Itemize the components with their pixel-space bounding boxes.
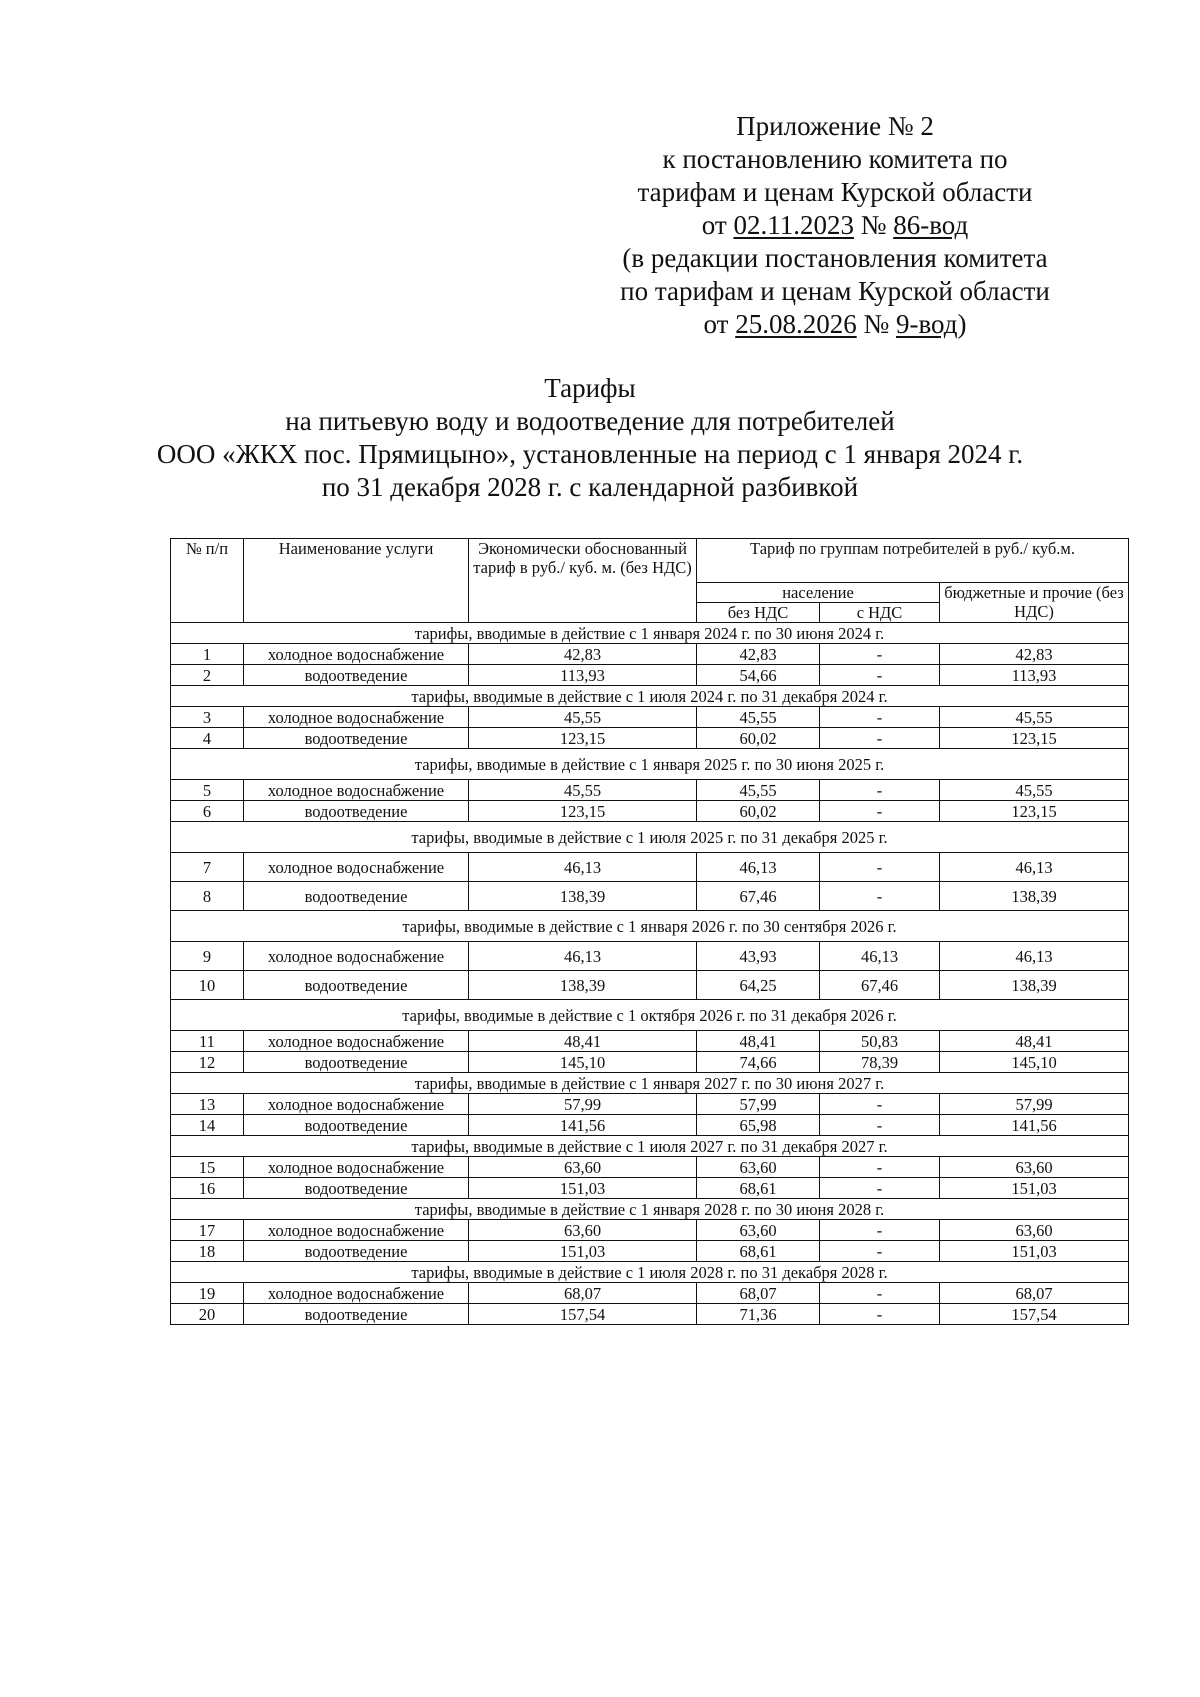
budget-tariff-cell: 123,15 (940, 801, 1129, 822)
population-no-vat-cell: 65,98 (697, 1115, 820, 1136)
budget-tariff-cell: 138,39 (940, 971, 1129, 1000)
tariff-table (170, 538, 1129, 1325)
economic-tariff-cell: 63,60 (469, 1220, 697, 1241)
economic-tariff-cell: 57,99 (469, 1094, 697, 1115)
appendix-date: 02.11.2023 (733, 210, 854, 240)
economic-tariff-cell: 138,39 (469, 882, 697, 911)
row-number: 7 (171, 853, 244, 882)
population-no-vat-cell: 64,25 (697, 971, 820, 1000)
population-no-vat-cell: 42,83 (697, 644, 820, 665)
appendix-header (560, 110, 1110, 341)
population-no-vat-cell: 46,13 (697, 853, 820, 882)
tariff-row (171, 1157, 1129, 1178)
service-name: холодное водоснабжение (244, 707, 469, 728)
tariff-row (171, 1241, 1129, 1262)
row-number: 15 (171, 1157, 244, 1178)
tariff-row (171, 1031, 1129, 1052)
service-name: водоотведение (244, 1241, 469, 1262)
header-with-vat: с НДС (820, 603, 940, 623)
row-number: 12 (171, 1052, 244, 1073)
population-no-vat-cell: 43,93 (697, 942, 820, 971)
revision-date-prefix: от (703, 309, 736, 339)
header-num: № п/п (171, 539, 244, 623)
service-name: водоотведение (244, 728, 469, 749)
period-label: тарифы, вводимые в действие с 1 октября 2026 г. по 31 декабря 2026 г. (171, 1000, 1129, 1031)
appendix-date-prefix: от (701, 210, 734, 240)
tariff-row (171, 882, 1129, 911)
tariff-table-body (171, 623, 1129, 1325)
period-row (171, 623, 1129, 644)
economic-tariff-cell: 46,13 (469, 853, 697, 882)
service-name: холодное водоснабжение (244, 1283, 469, 1304)
population-no-vat-cell: 48,41 (697, 1031, 820, 1052)
row-number: 6 (171, 801, 244, 822)
population-no-vat-cell: 45,55 (697, 707, 820, 728)
service-name: холодное водоснабжение (244, 942, 469, 971)
population-with-vat-cell: 78,39 (820, 1052, 940, 1073)
population-with-vat-cell: - (820, 1241, 940, 1262)
appendix-line-2: к постановлению комитета по (662, 144, 1008, 174)
row-number: 10 (171, 971, 244, 1000)
service-name: водоотведение (244, 882, 469, 911)
service-name: водоотведение (244, 1304, 469, 1325)
revision-number: 9-вод (895, 309, 958, 339)
budget-tariff-cell: 45,55 (940, 780, 1129, 801)
population-with-vat-cell: - (820, 707, 940, 728)
period-row (171, 686, 1129, 707)
budget-tariff-cell: 145,10 (940, 1052, 1129, 1073)
appendix-number-sign: № (853, 210, 894, 240)
row-number: 5 (171, 780, 244, 801)
period-label: тарифы, вводимые в действие с 1 января 2026 г. по 30 сентября 2026 г. (171, 911, 1129, 942)
row-number: 11 (171, 1031, 244, 1052)
budget-tariff-cell: 138,39 (940, 882, 1129, 911)
economic-tariff-cell: 113,93 (469, 665, 697, 686)
population-with-vat-cell: - (820, 801, 940, 822)
header-service: Наименование услуги (244, 539, 469, 623)
tariff-row (171, 728, 1129, 749)
population-with-vat-cell: - (820, 882, 940, 911)
service-name: водоотведение (244, 801, 469, 822)
economic-tariff-cell: 157,54 (469, 1304, 697, 1325)
population-with-vat-cell: - (820, 780, 940, 801)
header-no-vat: без НДС (697, 603, 820, 623)
appendix-line-7 (560, 308, 1110, 341)
row-number: 9 (171, 942, 244, 971)
appendix-line-6: по тарифам и ценам Курской области (620, 276, 1050, 306)
row-number: 3 (171, 707, 244, 728)
economic-tariff-cell: 151,03 (469, 1241, 697, 1262)
population-with-vat-cell: - (820, 728, 940, 749)
population-with-vat-cell: - (820, 665, 940, 686)
population-no-vat-cell: 57,99 (697, 1094, 820, 1115)
header-economic-tariff: Экономически обоснованный тариф в руб./ куб. м. (без НДС) (469, 539, 697, 623)
tariff-row (171, 1094, 1129, 1115)
revision-date: 25.08.2026 (735, 309, 857, 339)
title-line-4: по 31 декабря 2028 г. с календарной разбивкой (321, 472, 859, 502)
economic-tariff-cell: 138,39 (469, 971, 697, 1000)
header-consumer-groups: Тариф по группам потребителей в руб./ куб.м. (697, 539, 1129, 583)
period-row (171, 1000, 1129, 1031)
budget-tariff-cell: 57,99 (940, 1094, 1129, 1115)
period-row (171, 1073, 1129, 1094)
budget-tariff-cell: 45,55 (940, 707, 1129, 728)
tariff-row (171, 1115, 1129, 1136)
period-label: тарифы, вводимые в действие с 1 июля 2024 г. по 31 декабря 2024 г. (171, 686, 1129, 707)
population-with-vat-cell: 46,13 (820, 942, 940, 971)
economic-tariff-cell: 123,15 (469, 801, 697, 822)
budget-tariff-cell: 63,60 (940, 1220, 1129, 1241)
period-label: тарифы, вводимые в действие с 1 июля 2028 г. по 31 декабря 2028 г. (171, 1262, 1129, 1283)
tariff-row (171, 942, 1129, 971)
budget-tariff-cell: 46,13 (940, 853, 1129, 882)
tariff-row (171, 707, 1129, 728)
population-no-vat-cell: 63,60 (697, 1157, 820, 1178)
population-with-vat-cell: 67,46 (820, 971, 940, 1000)
row-number: 4 (171, 728, 244, 749)
row-number: 13 (171, 1094, 244, 1115)
population-no-vat-cell: 45,55 (697, 780, 820, 801)
economic-tariff-cell: 151,03 (469, 1178, 697, 1199)
period-label: тарифы, вводимые в действие с 1 января 2028 г. по 30 июня 2028 г. (171, 1199, 1129, 1220)
appendix-number: 86-вод (893, 210, 969, 240)
appendix-line-1: Приложение № 2 (736, 111, 934, 141)
row-number: 17 (171, 1220, 244, 1241)
economic-tariff-cell: 123,15 (469, 728, 697, 749)
period-label: тарифы, вводимые в действие с 1 января 2027 г. по 30 июня 2027 г. (171, 1073, 1129, 1094)
tariff-row (171, 1304, 1129, 1325)
tariff-row (171, 1220, 1129, 1241)
service-name: водоотведение (244, 971, 469, 1000)
tariff-row (171, 780, 1129, 801)
economic-tariff-cell: 48,41 (469, 1031, 697, 1052)
population-with-vat-cell: - (820, 1094, 940, 1115)
population-with-vat-cell: - (820, 1178, 940, 1199)
title-line-1: Тарифы (544, 373, 636, 403)
population-with-vat-cell: - (820, 853, 940, 882)
service-name: холодное водоснабжение (244, 1157, 469, 1178)
budget-tariff-cell: 63,60 (940, 1157, 1129, 1178)
row-number: 20 (171, 1304, 244, 1325)
tariff-row (171, 1052, 1129, 1073)
population-with-vat-cell: - (820, 644, 940, 665)
header-population: население (697, 583, 940, 603)
title-line-3: ООО «ЖКХ пос. Прямицыно», установленные на период с 1 января 2024 г. (156, 439, 1024, 469)
service-name: холодное водоснабжение (244, 1220, 469, 1241)
population-no-vat-cell: 54,66 (697, 665, 820, 686)
row-number: 2 (171, 665, 244, 686)
budget-tariff-cell: 141,56 (940, 1115, 1129, 1136)
economic-tariff-cell: 46,13 (469, 942, 697, 971)
tariff-row (171, 1178, 1129, 1199)
budget-tariff-cell: 157,54 (940, 1304, 1129, 1325)
population-with-vat-cell: 50,83 (820, 1031, 940, 1052)
row-number: 14 (171, 1115, 244, 1136)
period-label: тарифы, вводимые в действие с 1 января 2025 г. по 30 июня 2025 г. (171, 749, 1129, 780)
revision-number-sign: № (856, 309, 896, 339)
population-with-vat-cell: - (820, 1283, 940, 1304)
period-label: тарифы, вводимые в действие с 1 января 2024 г. по 30 июня 2024 г. (171, 623, 1129, 644)
population-with-vat-cell: - (820, 1220, 940, 1241)
tariff-row (171, 665, 1129, 686)
population-no-vat-cell: 67,46 (697, 882, 820, 911)
period-label: тарифы, вводимые в действие с 1 июля 2027 г. по 31 декабря 2027 г. (171, 1136, 1129, 1157)
header-budget: бюджетные и прочие (без НДС) (940, 583, 1129, 623)
service-name: холодное водоснабжение (244, 644, 469, 665)
population-with-vat-cell: - (820, 1115, 940, 1136)
period-row (171, 822, 1129, 853)
economic-tariff-cell: 68,07 (469, 1283, 697, 1304)
period-row (171, 911, 1129, 942)
service-name: холодное водоснабжение (244, 1094, 469, 1115)
population-with-vat-cell: - (820, 1304, 940, 1325)
budget-tariff-cell: 151,03 (940, 1178, 1129, 1199)
service-name: водоотведение (244, 665, 469, 686)
service-name: холодное водоснабжение (244, 780, 469, 801)
budget-tariff-cell: 68,07 (940, 1283, 1129, 1304)
tariff-row (171, 853, 1129, 882)
population-no-vat-cell: 74,66 (697, 1052, 820, 1073)
tariff-row (171, 644, 1129, 665)
population-no-vat-cell: 60,02 (697, 801, 820, 822)
economic-tariff-cell: 145,10 (469, 1052, 697, 1073)
service-name: водоотведение (244, 1052, 469, 1073)
economic-tariff-cell: 63,60 (469, 1157, 697, 1178)
row-number: 1 (171, 644, 244, 665)
population-no-vat-cell: 68,07 (697, 1283, 820, 1304)
economic-tariff-cell: 45,55 (469, 780, 697, 801)
tariff-table-header (171, 539, 1129, 623)
period-label: тарифы, вводимые в действие с 1 июля 2025 г. по 31 декабря 2025 г. (171, 822, 1129, 853)
period-row (171, 1136, 1129, 1157)
row-number: 8 (171, 882, 244, 911)
row-number: 16 (171, 1178, 244, 1199)
population-with-vat-cell: - (820, 1157, 940, 1178)
budget-tariff-cell: 123,15 (940, 728, 1129, 749)
title-line-2: на питьевую воду и водоотведение для потребителей (285, 406, 895, 436)
tariff-row (171, 801, 1129, 822)
revision-close-paren: ) (957, 309, 967, 339)
tariff-row (171, 971, 1129, 1000)
economic-tariff-cell: 42,83 (469, 644, 697, 665)
row-number: 18 (171, 1241, 244, 1262)
service-name: водоотведение (244, 1178, 469, 1199)
population-no-vat-cell: 68,61 (697, 1241, 820, 1262)
appendix-line-4 (560, 209, 1110, 242)
economic-tariff-cell: 45,55 (469, 707, 697, 728)
population-no-vat-cell: 60,02 (697, 728, 820, 749)
appendix-line-5: (в редакции постановления комитета (622, 243, 1048, 273)
budget-tariff-cell: 113,93 (940, 665, 1129, 686)
budget-tariff-cell: 46,13 (940, 942, 1129, 971)
budget-tariff-cell: 48,41 (940, 1031, 1129, 1052)
population-no-vat-cell: 68,61 (697, 1178, 820, 1199)
economic-tariff-cell: 141,56 (469, 1115, 697, 1136)
service-name: холодное водоснабжение (244, 1031, 469, 1052)
budget-tariff-cell: 42,83 (940, 644, 1129, 665)
population-no-vat-cell: 63,60 (697, 1220, 820, 1241)
population-no-vat-cell: 71,36 (697, 1304, 820, 1325)
row-number: 19 (171, 1283, 244, 1304)
service-name: водоотведение (244, 1115, 469, 1136)
period-row (171, 1199, 1129, 1220)
period-row (171, 1262, 1129, 1283)
tariff-row (171, 1283, 1129, 1304)
document-title (150, 372, 1030, 504)
appendix-line-3: тарифам и ценам Курской области (637, 177, 1033, 207)
service-name: холодное водоснабжение (244, 853, 469, 882)
budget-tariff-cell: 151,03 (940, 1241, 1129, 1262)
period-row (171, 749, 1129, 780)
